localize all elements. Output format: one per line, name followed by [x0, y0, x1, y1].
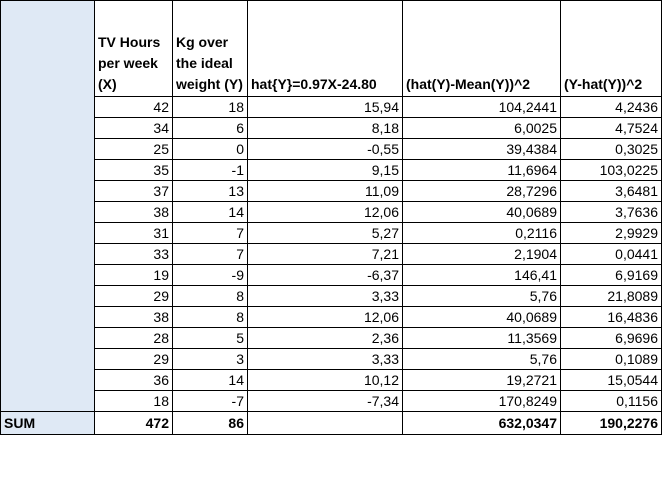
cell-x[interactable]: 18 — [95, 391, 173, 412]
cell-yhat-mean-sq[interactable]: 146,41 — [403, 265, 561, 286]
sum-x[interactable]: 472 — [95, 412, 173, 435]
cell-yhat[interactable]: -6,37 — [248, 265, 403, 286]
cell-yhat[interactable]: 5,27 — [248, 223, 403, 244]
cell-yhat[interactable]: 12,06 — [248, 202, 403, 223]
cell-x[interactable]: 19 — [95, 265, 173, 286]
header-row — [1, 1, 662, 97]
row-label-cell[interactable] — [1, 181, 95, 202]
table-row — [1, 223, 662, 244]
row-label-cell[interactable] — [1, 286, 95, 307]
cell-x[interactable]: 35 — [95, 160, 173, 181]
cell-x[interactable]: 25 — [95, 139, 173, 160]
cell-resid-sq[interactable]: 6,9169 — [561, 265, 662, 286]
cell-yhat[interactable]: 10,12 — [248, 370, 403, 391]
cell-x[interactable]: 42 — [95, 97, 173, 118]
cell-y[interactable]: 6 — [173, 118, 248, 139]
cell-yhat-mean-sq[interactable]: 0,2116 — [403, 223, 561, 244]
row-label-cell[interactable] — [1, 160, 95, 181]
sum-yhat[interactable] — [248, 412, 403, 435]
cell-resid-sq[interactable]: 3,6481 — [561, 181, 662, 202]
table-row — [1, 370, 662, 391]
header-y[interactable]: Kg over the ideal weight (Y) — [173, 1, 248, 97]
row-label-cell[interactable] — [1, 118, 95, 139]
cell-yhat[interactable]: 3,33 — [248, 349, 403, 370]
header-yhat-mean-sq[interactable]: (hat(Y)-Mean(Y))^2 — [403, 1, 561, 97]
cell-y[interactable]: -1 — [173, 160, 248, 181]
cell-x[interactable]: 33 — [95, 244, 173, 265]
cell-yhat[interactable]: 15,94 — [248, 97, 403, 118]
header-x[interactable]: TV Hours per week (X) — [95, 1, 173, 97]
cell-yhat-mean-sq[interactable]: 11,3569 — [403, 328, 561, 349]
cell-x[interactable]: 29 — [95, 286, 173, 307]
cell-yhat[interactable]: 11,09 — [248, 181, 403, 202]
cell-yhat[interactable]: -7,34 — [248, 391, 403, 412]
table-row — [1, 244, 662, 265]
cell-yhat-mean-sq[interactable]: 5,76 — [403, 286, 561, 307]
cell-resid-sq[interactable]: 3,7636 — [561, 202, 662, 223]
cell-y[interactable]: 7 — [173, 223, 248, 244]
table-row — [1, 118, 662, 139]
cell-x[interactable]: 37 — [95, 181, 173, 202]
table-row — [1, 286, 662, 307]
cell-yhat-mean-sq[interactable]: 39,4384 — [403, 139, 561, 160]
label-column-header[interactable] — [1, 1, 95, 97]
cell-yhat[interactable]: 7,21 — [248, 244, 403, 265]
cell-resid-sq[interactable]: 0,0441 — [561, 244, 662, 265]
cell-y[interactable]: 3 — [173, 349, 248, 370]
cell-y[interactable]: 8 — [173, 286, 248, 307]
table-row — [1, 349, 662, 370]
cell-x[interactable]: 38 — [95, 202, 173, 223]
table-row — [1, 139, 662, 160]
cell-resid-sq[interactable]: 0,3025 — [561, 139, 662, 160]
cell-x[interactable]: 36 — [95, 370, 173, 391]
cell-y[interactable]: 13 — [173, 181, 248, 202]
row-label-cell[interactable] — [1, 349, 95, 370]
cell-yhat-mean-sq[interactable]: 6,0025 — [403, 118, 561, 139]
cell-y[interactable]: 0 — [173, 139, 248, 160]
table-row — [1, 307, 662, 328]
cell-x[interactable]: 28 — [95, 328, 173, 349]
cell-y[interactable]: 8 — [173, 307, 248, 328]
row-label-cell[interactable] — [1, 223, 95, 244]
row-label-cell[interactable] — [1, 244, 95, 265]
sum-resid-sq[interactable]: 190,2276 — [561, 412, 662, 435]
cell-resid-sq[interactable]: 15,0544 — [561, 370, 662, 391]
cell-x[interactable]: 31 — [95, 223, 173, 244]
row-label-cell[interactable] — [1, 139, 95, 160]
row-label-cell[interactable] — [1, 328, 95, 349]
header-yhat[interactable]: hat{Y}=0.97X-24.80 — [248, 1, 403, 97]
table-row — [1, 391, 662, 412]
cell-y[interactable]: 7 — [173, 244, 248, 265]
row-label-cell[interactable] — [1, 391, 95, 412]
sum-yhat-mean-sq[interactable]: 632,0347 — [403, 412, 561, 435]
table-row — [1, 160, 662, 181]
table-row — [1, 202, 662, 223]
row-label-cell[interactable] — [1, 307, 95, 328]
cell-y[interactable]: 14 — [173, 370, 248, 391]
cell-resid-sq[interactable]: 21,8089 — [561, 286, 662, 307]
cell-yhat-mean-sq[interactable]: 2,1904 — [403, 244, 561, 265]
cell-yhat[interactable]: 8,18 — [248, 118, 403, 139]
cell-x[interactable]: 34 — [95, 118, 173, 139]
cell-yhat-mean-sq[interactable]: 40,0689 — [403, 202, 561, 223]
cell-yhat[interactable]: 2,36 — [248, 328, 403, 349]
cell-yhat-mean-sq[interactable]: 104,2441 — [403, 97, 561, 118]
cell-yhat-mean-sq[interactable]: 11,6964 — [403, 160, 561, 181]
sum-label[interactable]: SUM — [1, 412, 95, 435]
cell-resid-sq[interactable]: 2,9929 — [561, 223, 662, 244]
cell-yhat-mean-sq[interactable]: 170,8249 — [403, 391, 561, 412]
cell-yhat[interactable]: 12,06 — [248, 307, 403, 328]
cell-y[interactable]: -7 — [173, 391, 248, 412]
cell-resid-sq[interactable]: 0,1156 — [561, 391, 662, 412]
row-label-cell[interactable] — [1, 202, 95, 223]
table-row — [1, 265, 662, 286]
cell-resid-sq[interactable]: 103,0225 — [561, 160, 662, 181]
cell-resid-sq[interactable]: 0,1089 — [561, 349, 662, 370]
row-label-cell[interactable] — [1, 265, 95, 286]
cell-yhat-mean-sq[interactable]: 5,76 — [403, 349, 561, 370]
cell-y[interactable]: 14 — [173, 202, 248, 223]
cell-resid-sq[interactable]: 4,7524 — [561, 118, 662, 139]
header-resid-sq[interactable]: (Y-hat(Y))^2 — [561, 1, 662, 97]
cell-yhat[interactable]: 9,15 — [248, 160, 403, 181]
cell-yhat-mean-sq[interactable]: 19,2721 — [403, 370, 561, 391]
cell-x[interactable]: 29 — [95, 349, 173, 370]
cell-x[interactable]: 38 — [95, 307, 173, 328]
table-row — [1, 328, 662, 349]
sum-y[interactable]: 86 — [173, 412, 248, 435]
cell-y[interactable]: -9 — [173, 265, 248, 286]
cell-yhat[interactable]: -0,55 — [248, 139, 403, 160]
cell-resid-sq[interactable]: 16,4836 — [561, 307, 662, 328]
row-label-cell[interactable] — [1, 370, 95, 391]
row-label-cell[interactable] — [1, 97, 95, 118]
cell-yhat-mean-sq[interactable]: 40,0689 — [403, 307, 561, 328]
table-row — [1, 181, 662, 202]
cell-resid-sq[interactable]: 6,9696 — [561, 328, 662, 349]
cell-y[interactable]: 18 — [173, 97, 248, 118]
cell-yhat-mean-sq[interactable]: 28,7296 — [403, 181, 561, 202]
cell-resid-sq[interactable]: 4,2436 — [561, 97, 662, 118]
cell-y[interactable]: 5 — [173, 328, 248, 349]
table-row — [1, 97, 662, 118]
cell-yhat[interactable]: 3,33 — [248, 286, 403, 307]
sum-row — [1, 412, 662, 435]
